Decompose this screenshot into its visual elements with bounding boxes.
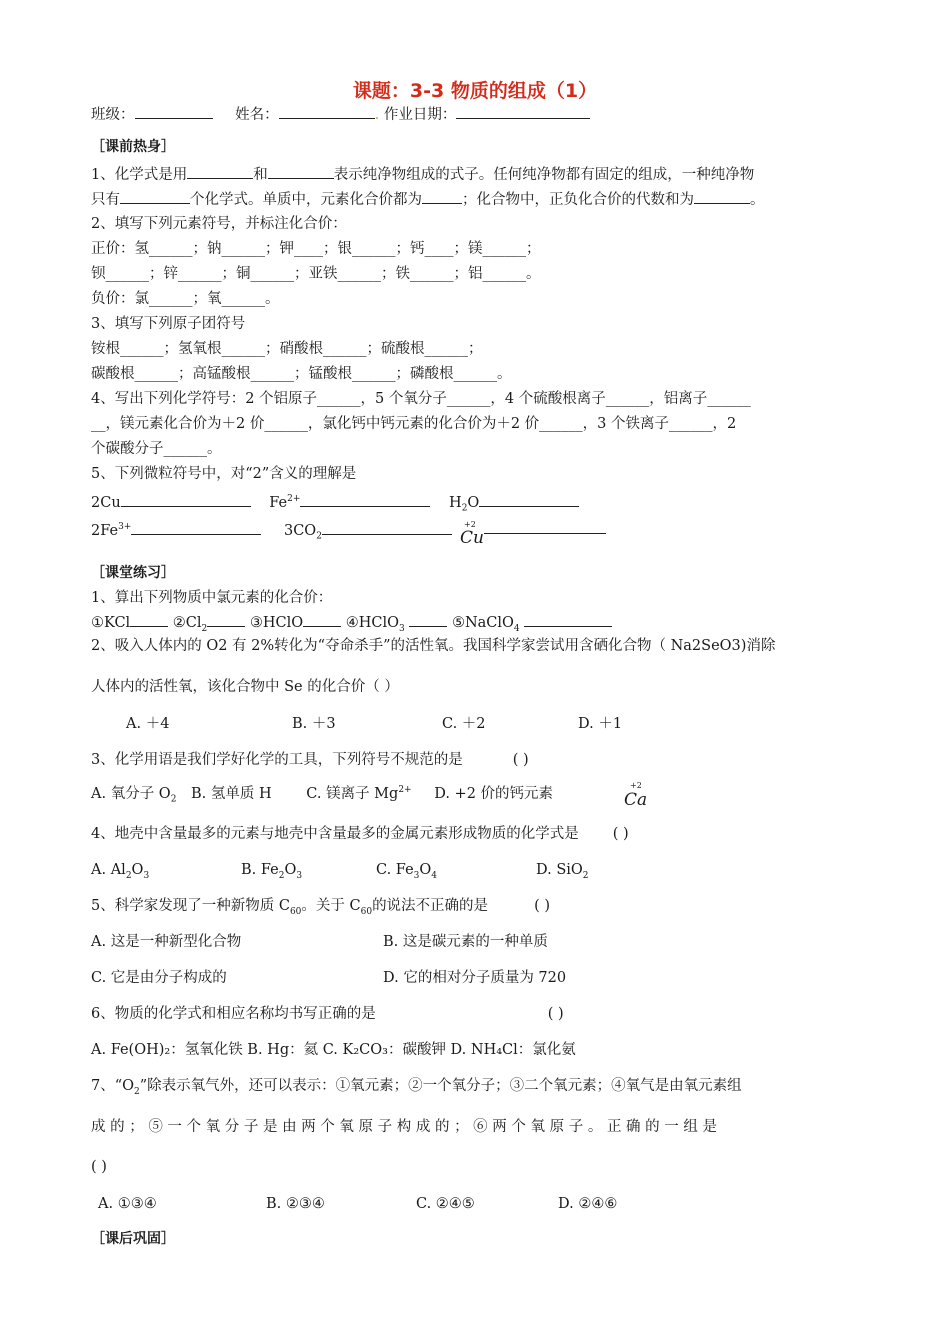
s2-question-4-options: A. $Al_2O_3$ B. $Fe_2O_3$ C. $Fe_3O_4$ D. SiO$_2$ — [91, 862, 589, 881]
question-1-line-2: 只有 个化学式。单质中，元素化合价都为 ；化合物中，正负化合价的代数和为 。 — [91, 189, 765, 210]
s2-question-3-options: A. 氧分子 $O_2$ B. 氢单质 H C. 镁离子 $Mg^{2+}$ D. +2 价的钙元素 — [91, 785, 554, 805]
question-3-line-1: 铵根______；氢氧根______；硝酸根______；硫酸根______； — [91, 341, 483, 357]
question-2-positive-2: 钡______；锌______；铜______；亚铁______；铁______；铝______。 — [91, 266, 541, 282]
s2-question-7-line-2: 成 的 ； ⑤ 一 个 氧 分 子 是 由 两 个 氧 原 子 构 成 的 ； ⑥ 两 个 氧 原 子 。 正 确 的 一 组 是 — [91, 1119, 717, 1135]
section-heading-classwork: ［课堂练习］ — [91, 565, 175, 581]
question-1-line-1: 1、化学式是用 和 表示纯净物组成的式子。任何纯净物都有固定的组成，一种纯净物 — [91, 164, 754, 185]
question-2-positive-1: 正价：氢______；钠______；钾____；银______；钙____；镁______； — [91, 241, 541, 257]
header-row: 班级： 姓名： . 作业日期： — [91, 104, 590, 125]
date-label: 作业日期： — [383, 107, 457, 123]
section-heading-warmup: ［课前热身］ — [91, 139, 175, 155]
s2-question-6: 6、物质的化学式和相应名称均书写正确的是 ( ) — [91, 1006, 564, 1022]
s2-question-2-line-1: 2、吸入人体内的 O2 有 2%转化为“夺命杀手”的活性氧。我国科学家尝试用含硒化合物（ Na2SeO3)消除 — [91, 638, 776, 654]
question-4-line-3: 个碳酸分子______。 — [91, 441, 222, 457]
s2-question-5: 5、科学家发现了一种新物质 $C_{60}$。关于 $C_{60}$的说法不正确的是 ( ) — [91, 898, 550, 917]
s2-question-7-options: A. ①③④ B. ②③④ C. ②④⑤ D. ②④⑥ — [98, 1196, 618, 1212]
s2-question-4: 4、地壳中含量最多的元素与地壳中含量最多的金属元素形成物质的化学式是 ( ) — [91, 826, 629, 842]
name-label: 姓名： — [235, 107, 279, 123]
cu-valence: +2 — [464, 520, 476, 529]
question-5-row-2: $2Fe^{3+}$ $3CO_2$ — [91, 517, 452, 547]
question-5: 5、下列微粒符号中，对“2”含义的理解是 — [91, 466, 357, 482]
question-5-row-1: 2Cu $Fe^{2+}$ $H_2O$ — [91, 489, 579, 519]
question-2-negative: 负价：氯______；氧______。 — [91, 291, 280, 307]
ca-symbol: Ca — [624, 790, 648, 810]
page-title: 课题：3-3 物质的组成（1） — [352, 80, 598, 102]
s2-question-1-options: ①KCl $②Cl_2$ ③HClO ④HClO$_3$ ⑤NaClO$_4$ — [91, 612, 612, 639]
cu-symbol: Cu — [460, 528, 484, 548]
question-2: 2、填写下列元素符号，并标注化合价： — [91, 216, 347, 232]
question-4-line-2: __，镁元素化合价为＋2 价______，氯化钙中钙元素的化合价为＋2 价______，3 个铁离子______，2 — [91, 416, 737, 432]
section-heading-review: ［课后巩固］ — [91, 1231, 175, 1247]
question-3-line-2: 碳酸根______；高锰酸根______；锰酸根______；磷酸根______。 — [91, 366, 512, 382]
s2-question-1: 1、算出下列物质中氯元素的化合价： — [91, 590, 333, 606]
question-3: 3、填写下列原子团符号 — [91, 316, 246, 332]
s2-question-7-line-3: ( ) — [91, 1159, 107, 1175]
s2-question-2-line-2: 人体内的活性氧，该化合物中 Se 的化合价（ ） — [91, 679, 399, 695]
s2-question-5-options-1: A. 这是一种新型化合物 B. 这是碳元素的一种单质 — [91, 934, 548, 950]
s2-question-5-options-2: C. 它是由分子构成的 D. 它的相对分子质量为 720 — [91, 970, 567, 986]
question-4-line-1: 4、写出下列化学符号：2 个铝原子______，5 个氧分子______，4 个硫酸根离子______，铝离子______ — [91, 391, 751, 407]
s2-question-2-options: A. ＋4 B. ＋3 C. ＋2 D. ＋1 — [126, 716, 623, 732]
class-label: 班级： — [91, 107, 135, 123]
s2-question-7-line-1: 7、“$O_2$”除表示氧气外，还可以表示：①氧元素；②一个氧分子；③二个氧元素；④氧气是由氧元素组 — [91, 1078, 742, 1097]
s2-question-6-options: A. Fe(OH)₂：氢氧化铁 B. Hg：氦 C. K₂CO₃：碳酸钾 D. NH₄Cl：氯化氨 — [91, 1042, 576, 1058]
s2-question-3: 3、化学用语是我们学好化学的工具，下列符号不规范的是 ( ) — [91, 752, 529, 768]
ca-valence: +2 — [630, 781, 642, 790]
